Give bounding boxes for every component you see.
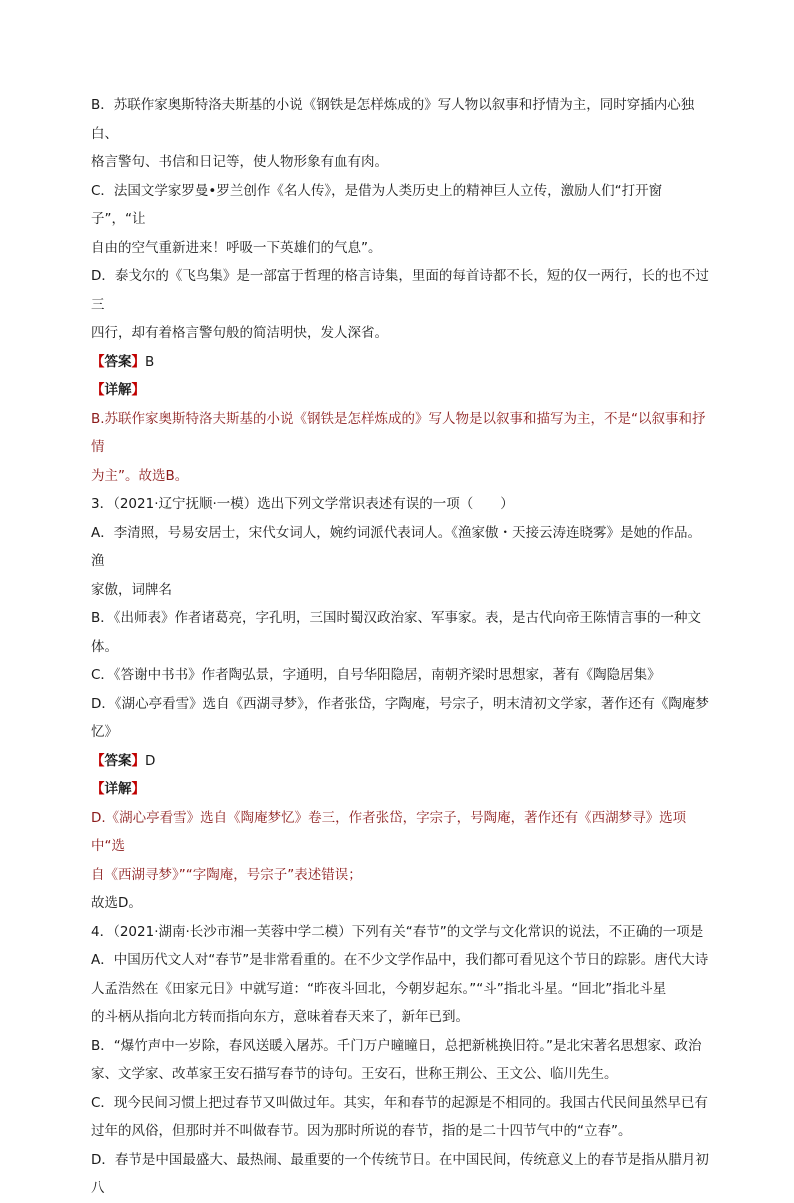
text-line: 家、文学家、改革家王安石描写春节的诗句。王安石，世称王荆公、王文公、临川先生。 <box>91 1066 618 1082</box>
text-line: 的斗柄从指向北方转而指向东方，意味着春天来了，新年已到。 <box>91 1009 469 1025</box>
text-line: B．“爆竹声中一岁除，春风送暖入屠苏。千门万户曈曈日，总把新桃换旧符。”是北宋著名思想家、政治 <box>91 1037 702 1054</box>
text-line: B．《出师表》作者诸葛亮，字孔明，三国时蜀汉政治家、军事家。表，是古代向帝王陈情言事的一种文体。 <box>91 610 702 655</box>
detail-text-line: 为主”。故选B。 <box>91 467 189 484</box>
bracket-left: 【 <box>91 752 105 769</box>
bracket-left: 【 <box>91 382 105 398</box>
document-body <box>91 91 711 1203</box>
text-line: C．《答谢中书书》作者陶弘景，字通明，自号华阳隐居，南朝齐梁时思想家，著有《陶隐居集》 <box>91 667 661 683</box>
answer-value: B <box>145 353 155 370</box>
tag-text: 答案 <box>104 353 132 370</box>
answer-label <box>91 348 711 377</box>
tag-text: 详解 <box>104 781 132 797</box>
text-line: 故选D。 <box>91 895 142 911</box>
text-line: 3．（2021·辽宁抚顺·一模）选出下列文学常识表述有误的一项（ ） <box>91 496 514 512</box>
text-line: 过年的风俗，但那时并不叫做春节。因为那时所说的春节，指的是二十四节气中的“立春”。 <box>91 1123 632 1139</box>
text-line: 格言警句、书信和日记等，使人物形象有血有肉。 <box>91 154 388 170</box>
text-line: D．泰戈尔的《飞鸟集》是一部富于哲理的格言诗集，里面的每首诗都不长，短的仅一两行，长的也不过三 <box>91 268 709 313</box>
tag-text: 答案 <box>104 752 132 769</box>
bracket-right: 】 <box>131 382 145 398</box>
detail-text-line: B.苏联作家奥斯特洛夫斯基的小说《钢铁是怎样炼成的》写人物是以叙事和描写为主，不是“以叙事和抒情 <box>91 410 706 455</box>
bracket-right: 】 <box>131 752 145 769</box>
tag-text: 详解 <box>104 382 132 398</box>
text-line: A．李清照，号易安居士，宋代女词人，婉约词派代表词人。《渔家傲・天接云涛连晓雾》是她的作品。渔 <box>91 524 701 569</box>
text-line: 4．（2021·湖南·长沙市湘一芙蓉中学二模）下列有关“春节”的文学与文化常识的说法，不正确的一项是 <box>91 923 704 940</box>
text-line: 自由的空气重新进来！呼吸一下英雄们的气息”。 <box>91 239 382 256</box>
bracket-right: 】 <box>131 353 145 370</box>
text-line: 人孟浩然在《田家元日》中就写道：“昨夜斗回北，今朝岁起东。”“斗”指北斗星。“回北”指北斗星 <box>91 980 667 997</box>
text-line: B．苏联作家奥斯特洛夫斯基的小说《钢铁是怎样炼成的》写人物以叙事和抒情为主，同时穿插内心独白、 <box>91 97 695 142</box>
detail-label <box>91 376 711 405</box>
answer-value: D <box>145 752 156 769</box>
text-line: A．中国历代文人对“春节”是非常看重的。在不少文学作品中，我们都可看见这个节日的踪影。唐代大诗 <box>91 952 709 968</box>
bracket-left: 【 <box>91 353 105 370</box>
detail-text-line: D.《湖心亭看雪》选自《陶庵梦忆》卷三，作者张岱，字宗子，号陶庵，著作还有《西湖梦寻》选项中“选 <box>91 809 687 854</box>
text-line: 家傲，词牌名 <box>91 581 172 598</box>
bracket-left: 【 <box>91 781 105 797</box>
text-line: C．法国文学家罗曼•罗兰创作《名人传》，是借为人类历史上的精神巨人立传，激励人们“打开窗子”，“让 <box>91 182 663 227</box>
text-line: D．春节是中国最盛大、最热闹、最重要的一个传统节日。在中国民间，传统意义上的春节是指从腊月初八 <box>91 1151 709 1196</box>
detail-label <box>91 775 711 804</box>
text-line: D．《湖心亭看雪》选自《西湖寻梦》，作者张岱，字陶庵，号宗子，明末清初文学家，著作还有《陶庵梦忆》 <box>91 695 709 740</box>
bracket-right: 】 <box>131 781 145 797</box>
answer-label <box>91 747 711 776</box>
detail-text-line: 自《西湖寻梦》”“字陶庵，号宗子”表述错误； <box>91 866 362 883</box>
text-line: 四行，却有着格言警句般的简洁明快，发人深省。 <box>91 325 388 341</box>
text-line: C．现今民间习惯上把过春节又叫做过年。其实，年和春节的起源是不相同的。我国古代民间虽然早已有 <box>91 1094 708 1111</box>
